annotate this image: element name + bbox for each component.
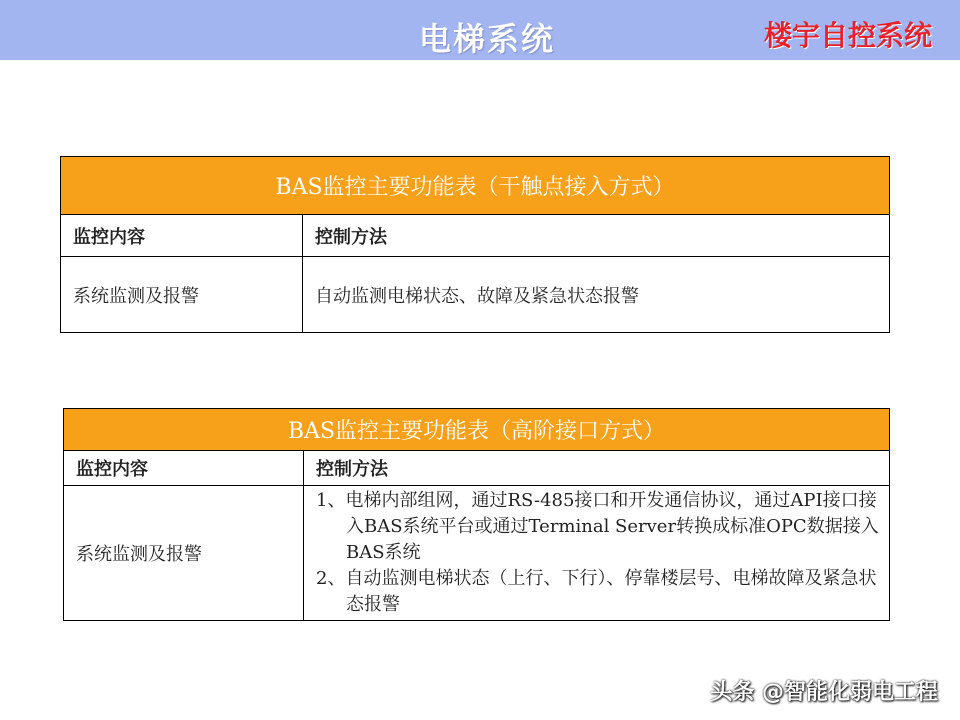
function-table-dry-contact: [60, 156, 890, 333]
column-header-method: 控制方法: [303, 215, 890, 257]
table-row: [61, 257, 890, 333]
monitor-content-cell: 系统监测及报警: [61, 257, 303, 333]
table-caption: BAS监控主要功能表（高阶接口方式）: [64, 409, 890, 451]
watermark: 头条 @智能化弱电工程: [710, 680, 938, 705]
brand-title: 楼宇自控系统: [763, 19, 932, 52]
column-header-content: 监控内容: [61, 215, 303, 257]
method-item: 2、自动监测电梯状态（上行、下行）、停靠楼层号、电梯故障及紧急状态报警: [316, 568, 877, 615]
table-caption: BAS监控主要功能表（干触点接入方式）: [61, 157, 890, 215]
control-method-cell: 自动监测电梯状态、故障及紧急状态报警: [303, 257, 890, 333]
column-header-content: 监控内容: [64, 451, 304, 486]
function-table-high-level: [63, 408, 890, 621]
table-row: [64, 486, 890, 621]
control-method-cell: [304, 486, 890, 621]
page-title: 电梯系统: [418, 20, 555, 58]
monitor-content-cell: 系统监测及报警: [64, 486, 304, 621]
method-item: 1、电梯内部组网，通过RS-485接口和开发通信协议，通过API接口接入BAS系统平台或通过Terminal Server转换成标准OPC数据接入BAS系统: [316, 490, 879, 563]
column-header-method: 控制方法: [304, 451, 890, 486]
